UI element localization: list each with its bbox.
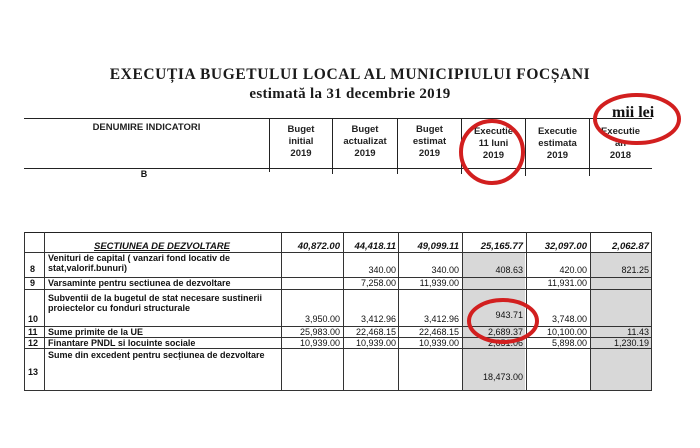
row-value: 3,748.00 xyxy=(551,314,587,324)
header-col-buget-initial: Buget initial 2019 xyxy=(270,118,333,174)
section-name: SECTIUNEA DE DEZVOLTARE xyxy=(94,241,230,252)
row-value: 11,939.00 xyxy=(419,278,459,288)
section-value: 2,062.87 xyxy=(612,241,649,252)
section-value: 25,165.77 xyxy=(480,241,523,252)
report-subtitle: estimată la 31 decembrie 2019 xyxy=(249,86,451,102)
header-col-executie-an: Executie an 2018 xyxy=(600,126,641,161)
row-value: 11.43 xyxy=(627,327,649,337)
row-value: 25,983.00 xyxy=(299,327,340,337)
row-number: 13 xyxy=(28,367,39,377)
row-description: Venituri de capital ( vanzari fond locativ de stat,valorif.bunuri) xyxy=(48,253,231,273)
row-number: 11 xyxy=(28,327,38,337)
row-value: 943.71 xyxy=(495,310,523,320)
section-value: 49,099.11 xyxy=(417,241,459,252)
row-number: 10 xyxy=(28,314,39,324)
section-value: 32,097.00 xyxy=(544,241,587,252)
row-value: 3,412.96 xyxy=(423,314,459,324)
row-number: 12 xyxy=(28,338,39,348)
row-number: 8 xyxy=(30,264,36,274)
header-col-executie-estimata: Executie estimata 2019 xyxy=(526,118,590,176)
row-description: Finantare PNDL si locuinte sociale xyxy=(48,338,196,348)
row-value: 1,230.19 xyxy=(613,338,649,348)
row-value: 10,939.00 xyxy=(418,338,459,348)
row-description: Subventii de la bugetul de stat necesare sustinerii proiectelor cu fonduri structurale xyxy=(48,293,263,313)
row-value: 5,898.00 xyxy=(551,338,587,348)
section-value: 40,872.00 xyxy=(297,241,340,252)
row-value: 3,950.00 xyxy=(304,314,340,324)
execution-table xyxy=(24,232,652,390)
row-value: 420.00 xyxy=(559,265,587,275)
row-value: 2,689.37 xyxy=(487,327,523,337)
row-value: 408.63 xyxy=(495,265,523,275)
header-col-buget-actualizat: Buget actualizat 2019 xyxy=(333,118,398,174)
header-col-executie-11-luni: Executie 11 luni 2019 xyxy=(462,118,526,176)
header-col-buget-estimat: Buget estimat 2019 xyxy=(398,118,462,174)
report-title: EXECUȚIA BUGETULUI LOCAL AL MUNICIPIULUI FOCȘANI xyxy=(109,66,591,83)
header-table xyxy=(24,118,652,179)
row-description: Sume din excedent pentru secțiunea de dezvoltare xyxy=(48,350,265,360)
row-value: 3,412.96 xyxy=(360,314,396,324)
row-value: 10,939.00 xyxy=(299,338,340,348)
row-value: 821.25 xyxy=(621,265,649,275)
row-value: 10,939.00 xyxy=(355,338,396,348)
row-value: 10,100.00 xyxy=(546,327,587,337)
row-value: 11,931.00 xyxy=(547,278,587,288)
row-value: 2,651.06 xyxy=(487,338,523,348)
row-value: 18,473.00 xyxy=(482,372,523,382)
header-index-label: B xyxy=(140,169,148,179)
row-value: 22,468.15 xyxy=(418,327,459,337)
unit-label: mii lei xyxy=(612,104,655,121)
row-value: 340.00 xyxy=(431,265,459,275)
row-value: 7,258.00 xyxy=(360,278,396,288)
row-description: Sume primite de la UE xyxy=(48,327,144,337)
row-value: 22,468.15 xyxy=(355,327,396,337)
header-denumire: DENUMIRE INDICATORI xyxy=(24,118,270,172)
row-description: Varsaminte pentru sectiunea de dezvoltare xyxy=(48,278,231,288)
row-value: 340.00 xyxy=(368,265,396,275)
section-value: 44,418.11 xyxy=(354,241,396,252)
row-number: 9 xyxy=(30,278,36,288)
